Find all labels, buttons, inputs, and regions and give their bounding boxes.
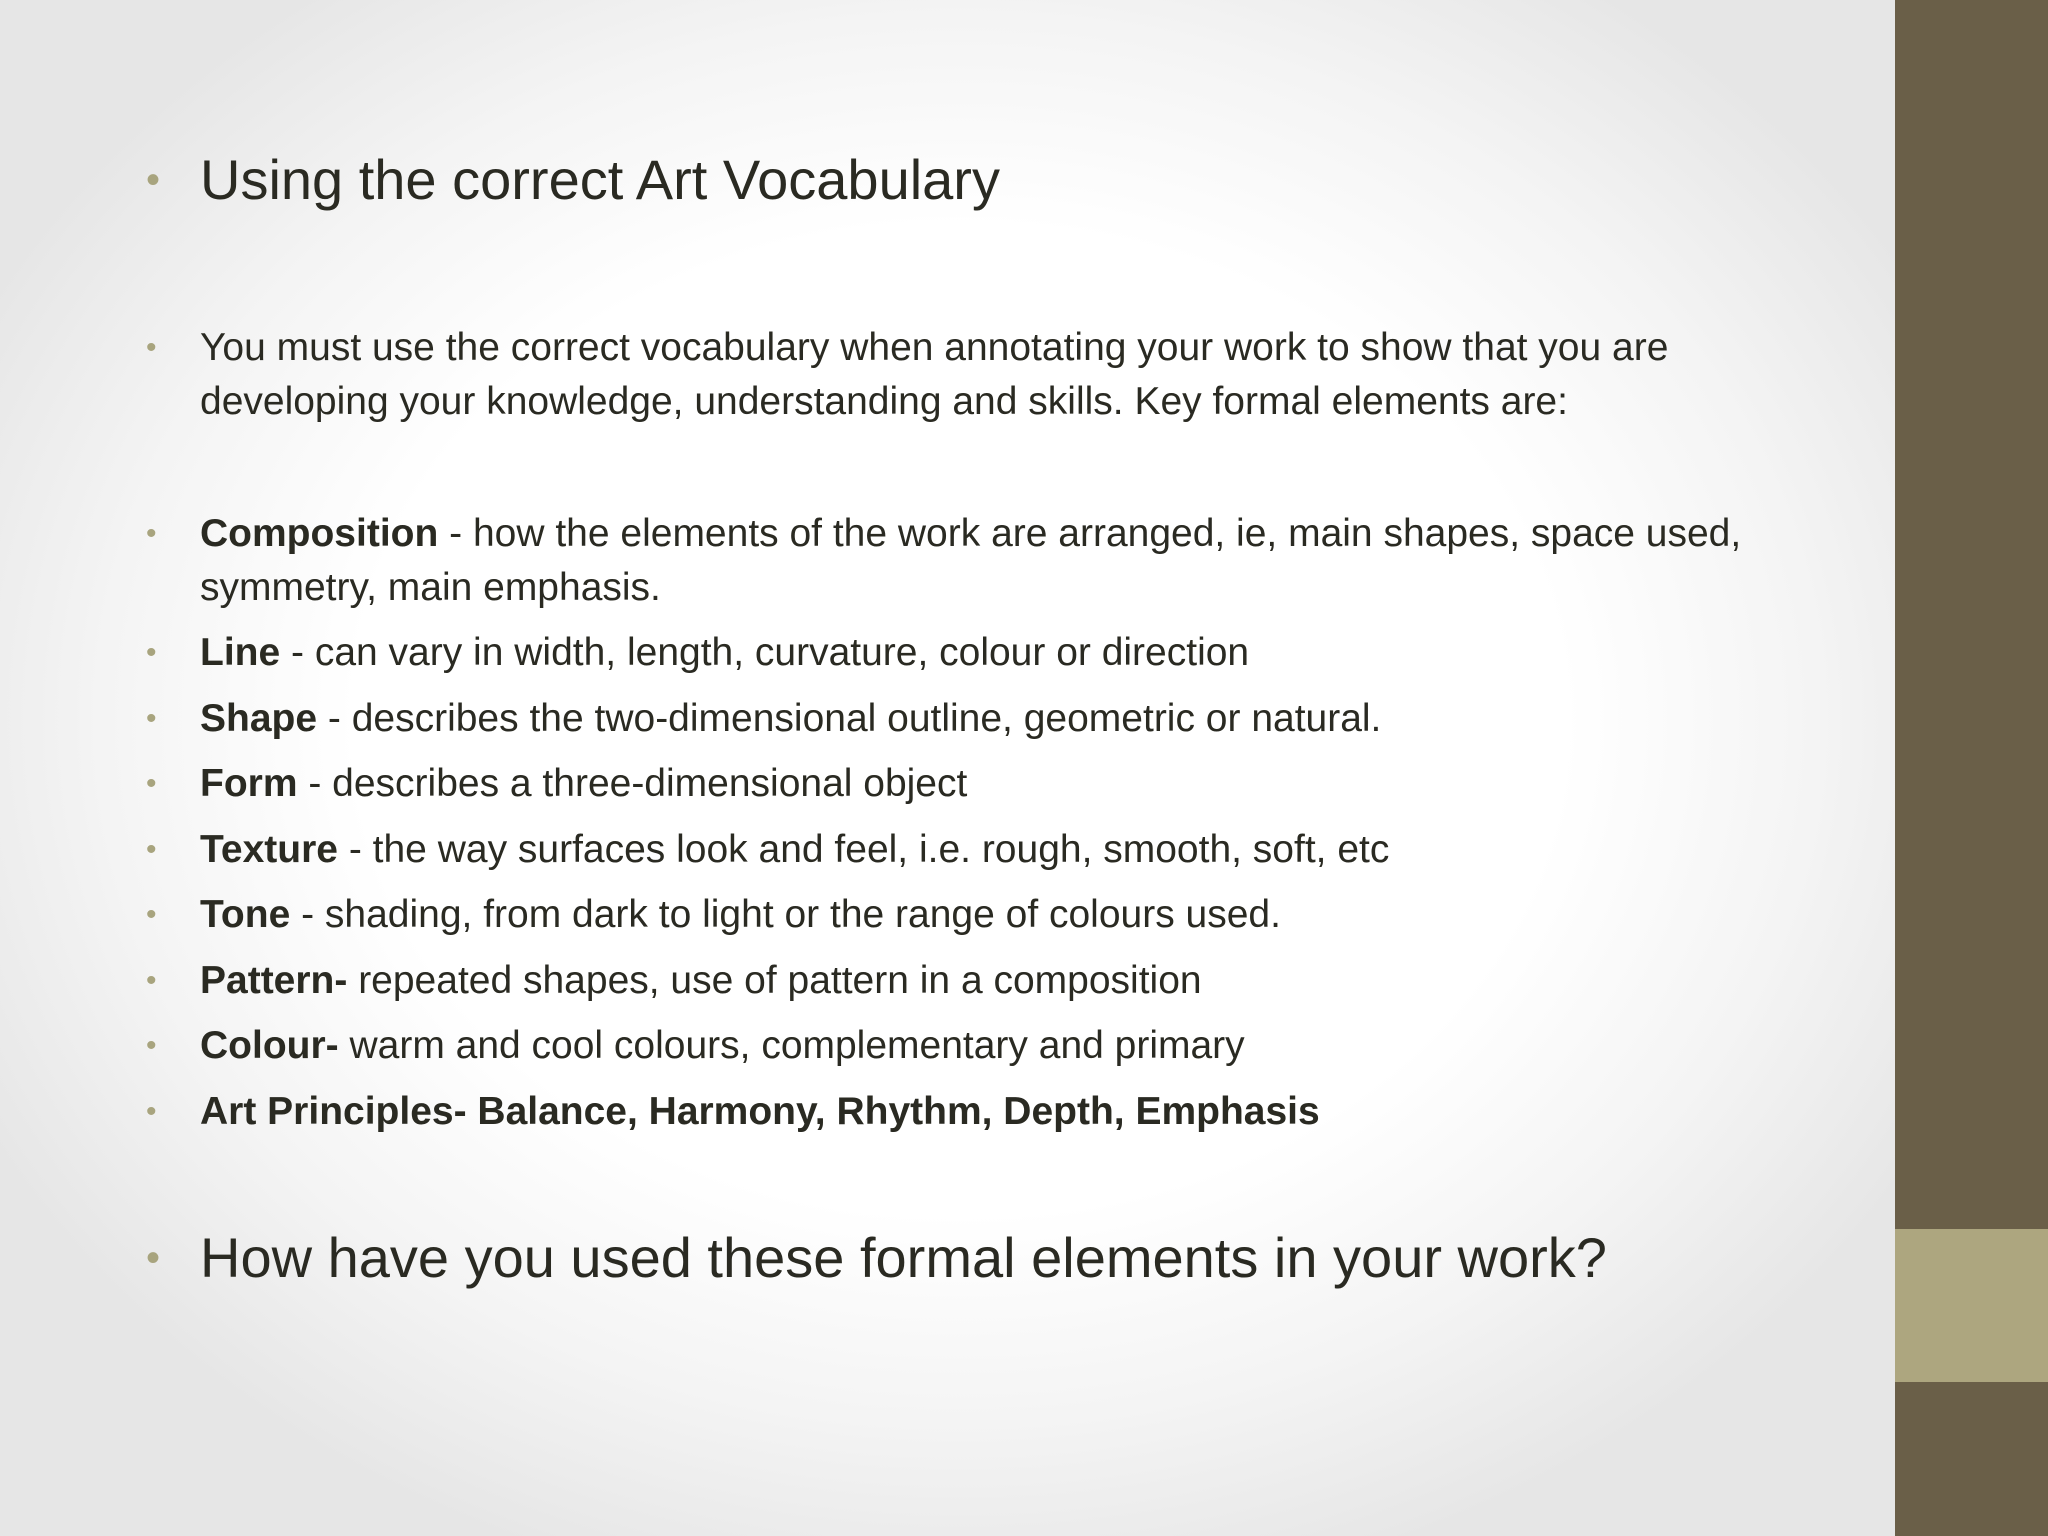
closing-question: How have you used these formal elements in your work? bbox=[200, 1226, 1607, 1289]
list-item bbox=[140, 954, 1800, 1008]
element-desc: - the way surfaces look and feel, i.e. rough, smooth, soft, etc bbox=[338, 828, 1390, 871]
list-item bbox=[140, 757, 1800, 811]
element-term: Line bbox=[200, 631, 281, 674]
sidebar-accent-block bbox=[1895, 1229, 2048, 1382]
bullet-icon: • bbox=[146, 702, 157, 735]
bullet-icon: • bbox=[146, 517, 157, 550]
bullet-icon: • bbox=[146, 1236, 161, 1280]
bullet-icon: • bbox=[146, 767, 157, 800]
element-term: Art Principles- Balance, Harmony, Rhythm, Depth, Emphasis bbox=[200, 1090, 1320, 1133]
element-term: Form bbox=[200, 762, 298, 805]
bullet-icon: • bbox=[146, 331, 157, 364]
title-bullet bbox=[140, 146, 1800, 214]
element-desc: - shading, from dark to light or the range of colours used. bbox=[290, 893, 1281, 936]
element-term: Pattern- bbox=[200, 959, 348, 1002]
bullet-icon: • bbox=[146, 636, 157, 669]
list-item bbox=[140, 507, 1800, 615]
element-desc: repeated shapes, use of pattern in a composition bbox=[347, 959, 1202, 1002]
bullet-icon: • bbox=[146, 1029, 157, 1062]
element-term: Shape bbox=[200, 697, 318, 740]
list-item bbox=[140, 823, 1800, 877]
intro-text: You must use the correct vocabulary when annotating your work to show that you are developing your knowledge, understanding and skills. Key formal elements are: bbox=[200, 326, 1669, 423]
element-term: Composition bbox=[200, 512, 439, 555]
bullet-icon: • bbox=[146, 158, 161, 202]
list-item bbox=[140, 888, 1800, 942]
element-desc: - describes the two-dimensional outline, geometric or natural. bbox=[317, 697, 1382, 740]
list-item bbox=[140, 1019, 1800, 1073]
list-item bbox=[140, 626, 1800, 680]
element-desc: - describes a three-dimensional object bbox=[297, 762, 968, 805]
bullet-icon: • bbox=[146, 1095, 157, 1128]
bullet-icon: • bbox=[146, 898, 157, 931]
element-desc: - how the elements of the work are arranged, ie, main shapes, space used, symmetry, main emphasis. bbox=[200, 512, 1742, 609]
question-bullet bbox=[140, 1224, 1800, 1292]
bullet-icon: • bbox=[146, 964, 157, 997]
element-desc: warm and cool colours, complementary and primary bbox=[338, 1024, 1245, 1067]
list-item bbox=[140, 692, 1800, 746]
list-item bbox=[140, 1085, 1800, 1139]
bullet-icon: • bbox=[146, 833, 157, 866]
intro-bullet bbox=[140, 321, 1800, 429]
element-term: Tone bbox=[200, 893, 291, 936]
element-term: Colour- bbox=[200, 1024, 339, 1067]
element-desc: - can vary in width, length, curvature, colour or direction bbox=[280, 631, 1250, 674]
element-term: Texture bbox=[200, 828, 338, 871]
slide-title: Using the correct Art Vocabulary bbox=[200, 148, 1000, 211]
